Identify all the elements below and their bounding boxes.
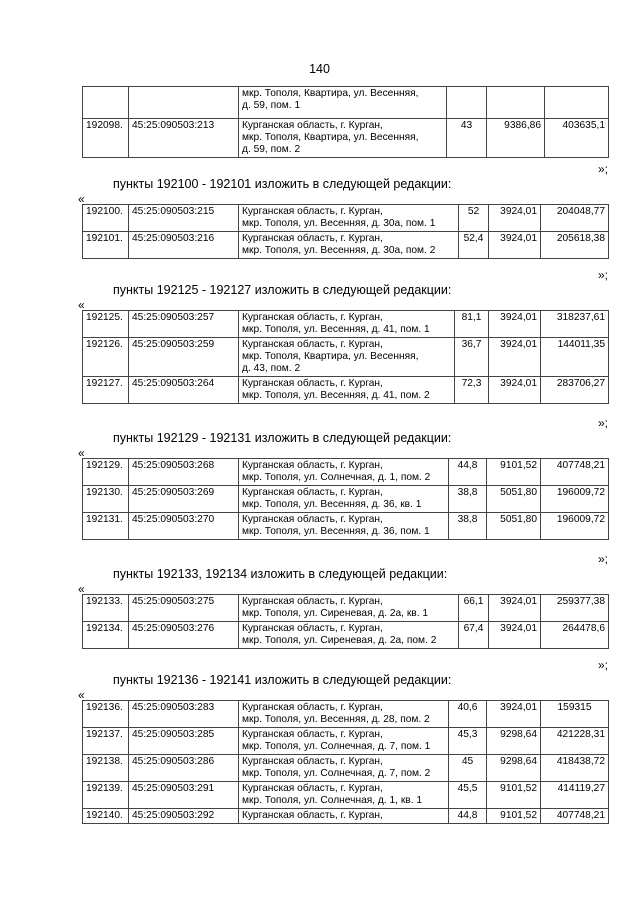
opening-quote: « — [78, 446, 85, 460]
cell-total: 144011,35 — [541, 338, 609, 377]
cell-address: мкр. Тополя, Квартира, ул. Весенняя, д. 59, пом. 1 — [239, 87, 447, 119]
closing-quote: »; — [597, 552, 608, 566]
cell-area — [447, 87, 487, 119]
table-row — [83, 809, 609, 824]
table-row — [83, 87, 609, 119]
table-section — [82, 700, 609, 824]
cell-number: 192130. — [83, 486, 129, 513]
cell-price: 3924,01 — [489, 595, 541, 622]
table-section — [82, 204, 609, 259]
cell-total: 259377,38 — [541, 595, 609, 622]
cell-total: 205618,38 — [541, 232, 609, 259]
cell-address: Курганская область, г. Курган, мкр. Тополя, ул. Солнечная, д. 1, кв. 1 — [239, 782, 449, 809]
cell-address: Курганская область, г. Курган, мкр. Тополя, Квартира, ул. Весенняя, д. 59, пом. 2 — [239, 119, 447, 158]
cell-price: 5051,80 — [487, 513, 541, 540]
cell-area: 44,8 — [449, 459, 487, 486]
cell-price: 3924,01 — [487, 701, 541, 728]
table-row — [83, 459, 609, 486]
table-row — [83, 311, 609, 338]
cell-number: 192126. — [83, 338, 129, 377]
cell-total: 196009,72 — [541, 513, 609, 540]
cell-total: 204048,77 — [541, 205, 609, 232]
cell-area: 43 — [447, 119, 487, 158]
cell-address: Курганская область, г. Курган, — [239, 809, 449, 824]
cell-area: 81,1 — [455, 311, 489, 338]
closing-quote: »; — [597, 658, 608, 672]
cell-area: 45,3 — [449, 728, 487, 755]
closing-quote: »; — [597, 416, 608, 430]
cell-area: 52,4 — [459, 232, 489, 259]
table-row — [83, 205, 609, 232]
cell-number — [83, 87, 129, 119]
cell-area: 66,1 — [459, 595, 489, 622]
cell-number: 192100. — [83, 205, 129, 232]
cell-price: 3924,01 — [489, 377, 541, 404]
cell-price — [487, 87, 545, 119]
cell-cadastral: 45:25:090503:276 — [129, 622, 239, 649]
page-number: 140 — [309, 62, 330, 76]
cell-price: 9101,52 — [487, 782, 541, 809]
cell-price: 9386,86 — [487, 119, 545, 158]
cell-address: Курганская область, г. Курган, мкр. Тополя, ул. Весенняя, д. 36, пом. 1 — [239, 513, 449, 540]
table-row — [83, 622, 609, 649]
cell-cadastral: 45:25:090503:268 — [129, 459, 239, 486]
cell-area: 72,3 — [455, 377, 489, 404]
table-row — [83, 232, 609, 259]
cell-price: 9101,52 — [487, 809, 541, 824]
cell-address: Курганская область, г. Курган, мкр. Тополя, ул. Солнечная, д. 7, пом. 1 — [239, 728, 449, 755]
cell-cadastral: 45:25:090503:285 — [129, 728, 239, 755]
cell-total: 283706,27 — [541, 377, 609, 404]
cell-total: 407748,21 — [541, 459, 609, 486]
cell-cadastral: 45:25:090503:292 — [129, 809, 239, 824]
cell-total: 407748,21 — [541, 809, 609, 824]
table-row — [83, 486, 609, 513]
cell-price: 9101,52 — [487, 459, 541, 486]
cell-price: 9298,64 — [487, 728, 541, 755]
cell-address: Курганская область, г. Курган, мкр. Тополя, ул. Весенняя, д. 41, пом. 1 — [239, 311, 455, 338]
cell-address: Курганская область, г. Курган, мкр. Тополя, ул. Весенняя, д. 30а, пом. 1 — [239, 205, 459, 232]
cell-number: 192131. — [83, 513, 129, 540]
table-row — [83, 119, 609, 158]
cell-number: 192133. — [83, 595, 129, 622]
cell-area: 44,8 — [449, 809, 487, 824]
cell-cadastral: 45:25:090503:257 — [129, 311, 239, 338]
cell-number: 192125. — [83, 311, 129, 338]
cell-address: Курганская область, г. Курган, мкр. Тополя, ул. Солнечная, д. 7, пом. 2 — [239, 755, 449, 782]
cell-total — [545, 87, 609, 119]
table-row — [83, 701, 609, 728]
opening-quote: « — [78, 298, 85, 312]
cell-area: 40,6 — [449, 701, 487, 728]
cell-cadastral: 45:25:090503:283 — [129, 701, 239, 728]
cell-cadastral — [129, 87, 239, 119]
cell-number: 192127. — [83, 377, 129, 404]
cell-price: 5051,80 — [487, 486, 541, 513]
cell-total: 421228,31 — [541, 728, 609, 755]
closing-quote: »; — [597, 268, 608, 282]
cell-address: Курганская область, г. Курган, мкр. Тополя, ул. Весенняя, д. 36, кв. 1 — [239, 486, 449, 513]
table-row — [83, 728, 609, 755]
cell-total: 196009,72 — [541, 486, 609, 513]
cell-cadastral: 45:25:090503:264 — [129, 377, 239, 404]
cell-number: 192098. — [83, 119, 129, 158]
cell-address: Курганская область, г. Курган, мкр. Тополя, ул. Весенняя, д. 28, пом. 2 — [239, 701, 449, 728]
cell-area: 38,8 — [449, 513, 487, 540]
cell-number: 192129. — [83, 459, 129, 486]
section-heading: пункты 192136 - 192141 изложить в следующей редакции: — [113, 673, 452, 687]
section-heading: пункты 192133, 192134 изложить в следующей редакции: — [113, 567, 448, 581]
cell-cadastral: 45:25:090503:286 — [129, 755, 239, 782]
cell-cadastral: 45:25:090503:215 — [129, 205, 239, 232]
cell-cadastral: 45:25:090503:275 — [129, 595, 239, 622]
cell-area: 67,4 — [459, 622, 489, 649]
cell-area: 36,7 — [455, 338, 489, 377]
cell-total: 414119,27 — [541, 782, 609, 809]
opening-quote: « — [78, 688, 85, 702]
table-row — [83, 338, 609, 377]
cell-area: 45,5 — [449, 782, 487, 809]
cell-price: 3924,01 — [489, 205, 541, 232]
cell-address: Курганская область, г. Курган, мкр. Тополя, ул. Сиреневая, д. 2а, пом. 2 — [239, 622, 459, 649]
cell-price: 9298,64 — [487, 755, 541, 782]
cell-number: 192136. — [83, 701, 129, 728]
cell-address: Курганская область, г. Курган, мкр. Тополя, ул. Весенняя, д. 30а, пом. 2 — [239, 232, 459, 259]
cell-total: 159315 — [541, 701, 609, 728]
cell-cadastral: 45:25:090503:213 — [129, 119, 239, 158]
table-row — [83, 782, 609, 809]
cell-address: Курганская область, г. Курган, мкр. Тополя, ул. Сиреневая, д. 2а, кв. 1 — [239, 595, 459, 622]
section-heading: пункты 192129 - 192131 изложить в следующей редакции: — [113, 431, 452, 445]
cell-price: 3924,01 — [489, 311, 541, 338]
table-top — [82, 86, 609, 158]
closing-quote: »; — [597, 162, 608, 176]
table-section — [82, 458, 609, 540]
cell-total: 403635,1 — [545, 119, 609, 158]
cell-cadastral: 45:25:090503:269 — [129, 486, 239, 513]
table-row — [83, 595, 609, 622]
cell-price: 3924,01 — [489, 232, 541, 259]
cell-area: 52 — [459, 205, 489, 232]
cell-cadastral: 45:25:090503:270 — [129, 513, 239, 540]
cell-number: 192138. — [83, 755, 129, 782]
table-row — [83, 377, 609, 404]
table-row — [83, 755, 609, 782]
cell-address: Курганская область, г. Курган, мкр. Тополя, ул. Солнечная, д. 1, пом. 2 — [239, 459, 449, 486]
cell-total: 318237,61 — [541, 311, 609, 338]
section-heading: пункты 192100 - 192101 изложить в следующей редакции: — [113, 177, 452, 191]
cell-cadastral: 45:25:090503:259 — [129, 338, 239, 377]
cell-number: 192137. — [83, 728, 129, 755]
cell-total: 418438,72 — [541, 755, 609, 782]
cell-address: Курганская область, г. Курган, мкр. Тополя, ул. Весенняя, д. 41, пом. 2 — [239, 377, 455, 404]
cell-total: 264478,6 — [541, 622, 609, 649]
cell-cadastral: 45:25:090503:216 — [129, 232, 239, 259]
cell-price: 3924,01 — [489, 622, 541, 649]
cell-price: 3924,01 — [489, 338, 541, 377]
table-section — [82, 594, 609, 649]
section-heading: пункты 192125 - 192127 изложить в следующей редакции: — [113, 283, 452, 297]
opening-quote: « — [78, 192, 85, 206]
table-section — [82, 310, 609, 404]
cell-address: Курганская область, г. Курган, мкр. Тополя, Квартира, ул. Весенняя, д. 43, пом. 2 — [239, 338, 455, 377]
cell-area: 38,8 — [449, 486, 487, 513]
cell-number: 192139. — [83, 782, 129, 809]
cell-number: 192101. — [83, 232, 129, 259]
cell-area: 45 — [449, 755, 487, 782]
opening-quote: « — [78, 582, 85, 596]
cell-number: 192140. — [83, 809, 129, 824]
table-row — [83, 513, 609, 540]
cell-number: 192134. — [83, 622, 129, 649]
cell-cadastral: 45:25:090503:291 — [129, 782, 239, 809]
